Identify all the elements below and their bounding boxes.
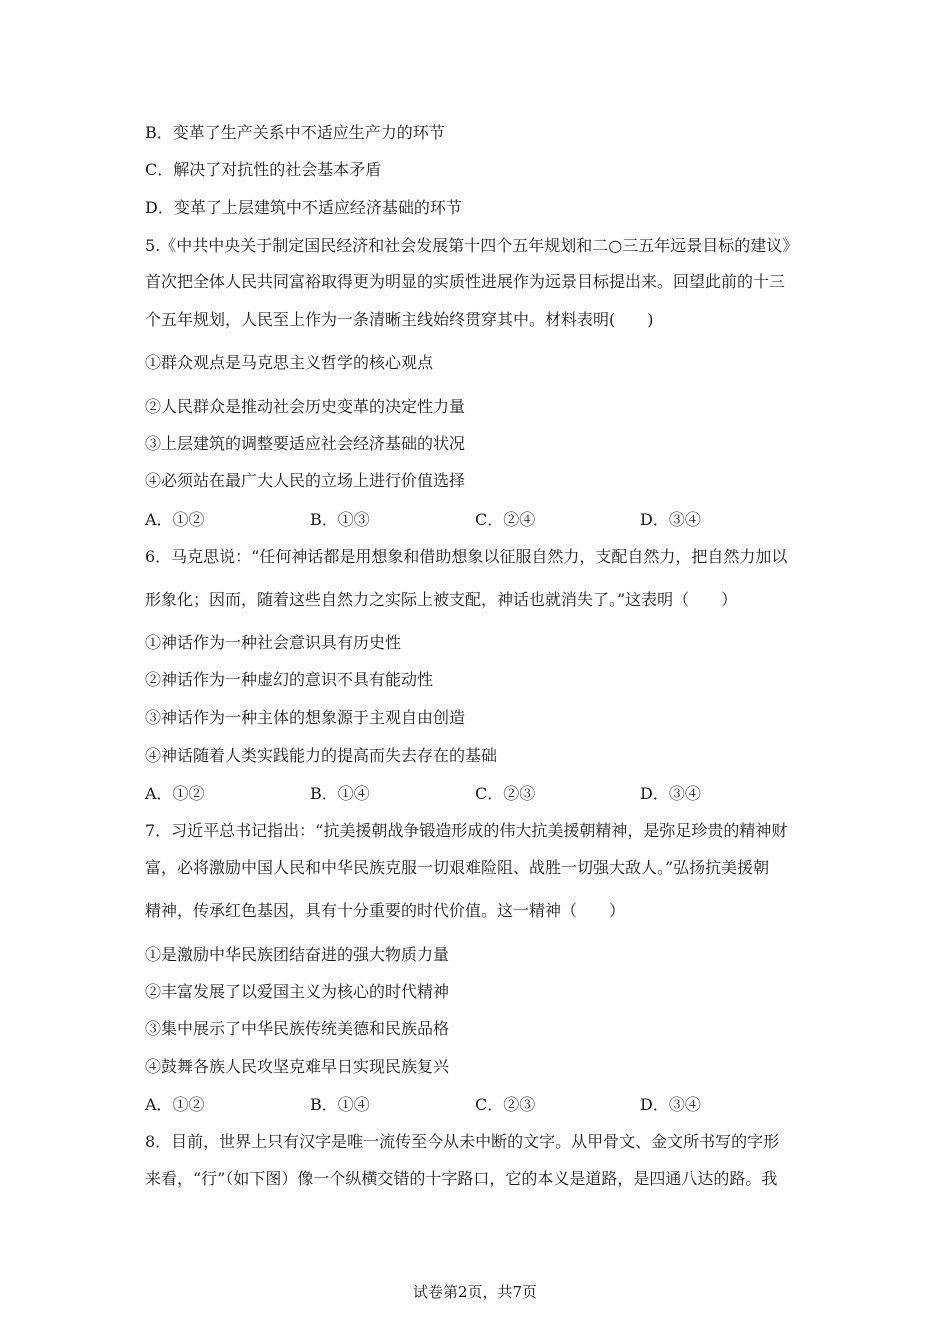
q5-item-2: ②人民群众是推动社会历史变革的决定性力量	[145, 397, 466, 416]
q5-choice-b: B．①③	[310, 510, 370, 529]
q6-item-2: ②神话作为一种虚幻的意识不具有能动性	[145, 670, 434, 689]
q8-stem-line: 来看，“行”（如下图）像一个纵横交错的十字路口，它的本义是道路，是四通八达的路。我	[145, 1169, 778, 1188]
q7-choice-a: A．①②	[145, 1095, 205, 1114]
q5-item-3: ③上层建筑的调整要适应社会经济基础的状况	[145, 434, 466, 453]
q8-stem-line: 8．目前，世界上只有汉字是唯一流传至今从未中断的文字。从甲骨文、金文所书写的字形	[145, 1132, 780, 1151]
q5-choice-d: D．③④	[640, 510, 701, 529]
q7-item-4: ④鼓舞各族人民攻坚克难早日实现民族复兴	[145, 1057, 450, 1076]
q7-item-2: ②丰富发展了以爱国主义为核心的时代精神	[145, 982, 450, 1001]
q5-item-1: ①群众观点是马克思主义哲学的核心观点	[145, 353, 434, 372]
q4-option-b: B．变革了生产关系中不适应生产力的环节	[145, 123, 445, 142]
q6-item-3: ③神话作为一种主体的想象源于主观自由创造	[145, 708, 466, 727]
q6-choices	[145, 784, 805, 804]
q6-item-1: ①神话作为一种社会意识具有历史性	[145, 633, 402, 652]
q7-choice-d: D．③④	[640, 1095, 701, 1114]
q6-item-4: ④神话随着人类实践能力的提高而失去存在的基础	[145, 746, 498, 765]
q7-stem-line: 富，必将激励中国人民和中华民族克服一切艰难险阻、战胜一切强大敌人。”弘扬抗美援朝	[145, 858, 770, 877]
q7-choice-b: B．①④	[310, 1095, 370, 1114]
page-footer: 试卷第2页，共7页	[412, 1283, 538, 1301]
q5-choice-c: C．②④	[475, 510, 536, 529]
q7-item-1: ①是激励中华民族团结奋进的强大物质力量	[145, 945, 450, 964]
q5-item-4: ④必须站在最广大人民的立场上进行价值选择	[145, 471, 466, 490]
q7-stem-line: 精神，传承红色基因，具有十分重要的时代价值。这一精神（ ）	[145, 901, 626, 920]
q7-choice-c: C．②③	[475, 1095, 536, 1114]
q5-stem-line: 个五年规划，人民至上作为一条清晰主线始终贯穿其中。材料表明( )	[145, 310, 654, 329]
q6-choice-d: D．③④	[640, 784, 701, 803]
q7-item-3: ③集中展示了中华民族传统美德和民族品格	[145, 1019, 450, 1038]
q6-stem-line: 6．马克思说：“任何神话都是用想象和借助想象以征服自然力，支配自然力，把自然力加以	[145, 547, 788, 566]
q7-choices	[145, 1095, 805, 1115]
q5-stem-line: 5.《中共中央关于制定国民经济和社会发展第十四个五年规划和二○三五年远景目标的建议》	[145, 236, 799, 255]
q6-stem-line: 形象化；因而，随着这些自然力之实际上被支配，神话也就消失了。”这表明（ ）	[145, 590, 738, 609]
q4-option-c: C．解决了对抗性的社会基本矛盾	[145, 160, 382, 179]
q5-choice-a: A．①②	[145, 510, 205, 529]
q5-choices	[145, 510, 805, 530]
q5-stem-line: 首次把全体人民共同富裕取得更为明显的实质性进展作为远景目标提出来。回望此前的十三	[145, 272, 786, 291]
q4-option-d: D．变革了上层建筑中不适应经济基础的环节	[145, 198, 462, 217]
q6-choice-a: A．①②	[145, 784, 205, 803]
q6-choice-c: C．②③	[475, 784, 536, 803]
q7-stem-line: 7．习近平总书记指出：“抗美援朝战争锻造形成的伟大抗美援朝精神，是弥足珍贵的精神财	[145, 821, 788, 840]
q6-choice-b: B．①④	[310, 784, 370, 803]
